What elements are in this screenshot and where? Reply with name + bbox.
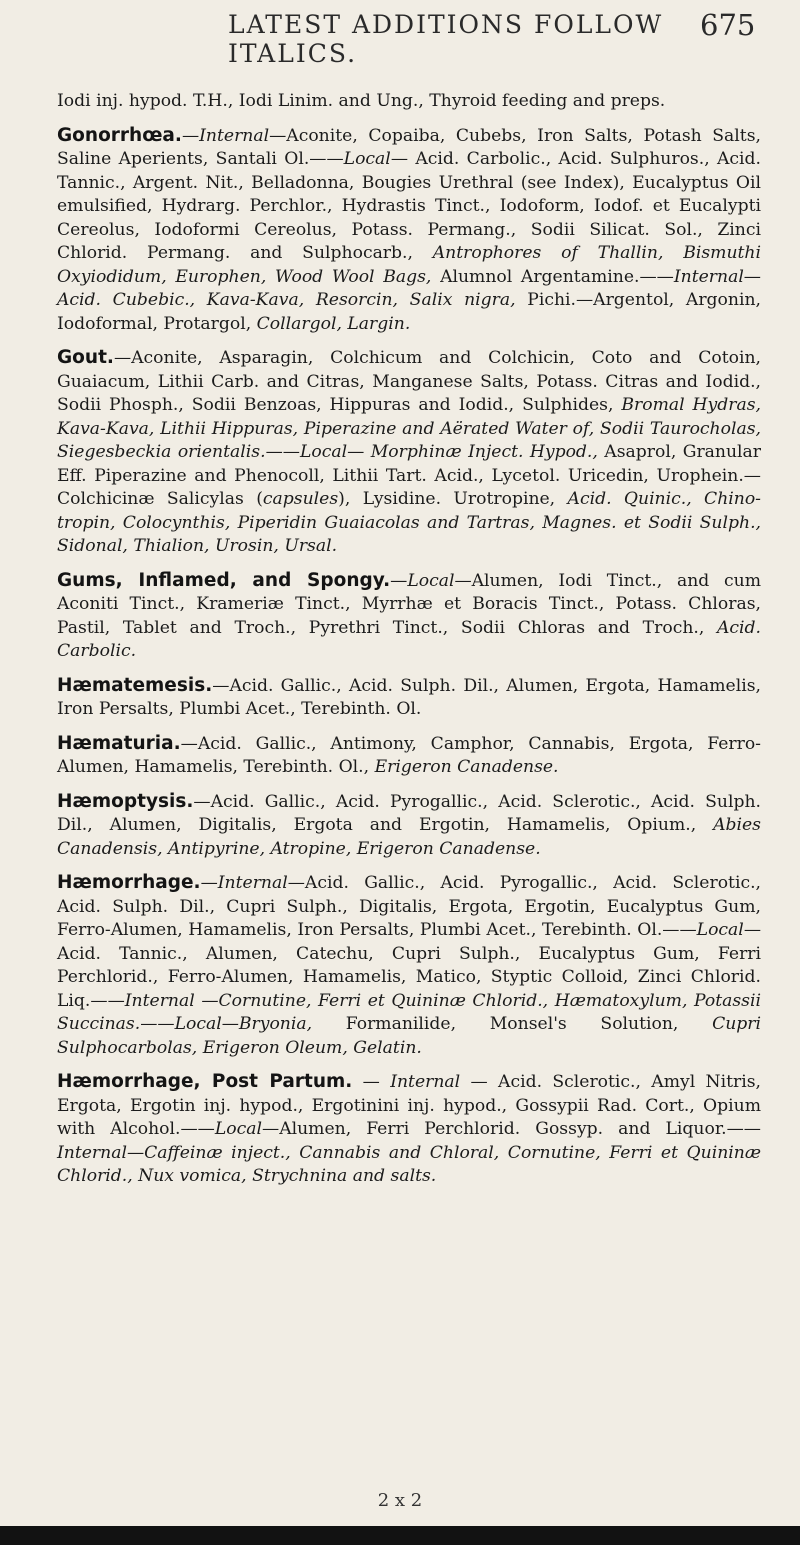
entry-text: —Alumen, Iodi Tinct., and cum Aconiti Tinct., Krameriæ Tinct., Myrrhæ et Boracis Tinct., Potass. Chloras, Pastil, Tablet and Troch., Pyrethri Tinct., Sodii Chloras and Troch., xyxy=(57,570,761,638)
entry-text: —Aconite, Asparagin, Colchicum and Colchicin, Coto and Cotoin, Guaiacum, Lithii Carb. and Citras, Manganese Salts, Potass. Citras and Iodid., Sodii Phosph., Sodii Benzoas, Hippuras and Iodid., Sulphides, xyxy=(57,348,761,415)
entry-heading: Hæmatemesis. xyxy=(57,674,213,696)
entry-gums xyxy=(57,569,761,664)
entry-italic: Local xyxy=(214,1119,262,1139)
entry-italic: Collargol, Largin. xyxy=(256,313,411,334)
entry-text: Formanilide, Monsel's Solution, xyxy=(312,1014,713,1034)
entry-italic: Local—Bryonia, xyxy=(174,1014,313,1034)
entry-haemorrhage xyxy=(57,871,761,1060)
entry-text: —Acid. Tannic., Alumen, Catechu, Cupri Sulph., Eucalyptus Gum, Ferri Perchlorid., Ferro-Alumen, Hamamelis, Matico, Styptic Colloid, Zinci Chlorid. Liq.—— xyxy=(57,920,761,1011)
page-body xyxy=(57,90,761,1199)
signature-mark: 2 x 2 xyxy=(377,1490,423,1511)
entry-haematemesis xyxy=(57,674,761,722)
entry-haemoptysis xyxy=(57,790,761,862)
entry-italic: Internal xyxy=(390,1072,461,1092)
entry-text: —Acid. Gallic., Acid. Sulph. Dil., Alumen, Ergota, Hamamelis, Iron Persalts, Plumbi Acet., Terebinth. Ol. xyxy=(57,675,761,719)
entry-text: Pichi.—Argentol, Argonin, Iodoformal, Protargol, xyxy=(57,290,762,334)
entry-italic: Abies Canadensis, Antipyrine, Atropine, Erigeron Canadense. xyxy=(57,815,761,859)
entry-text: —Acid. Gallic., Antimony, Camphor, Cannabis, Ergota, Ferro-Alumen, Hamamelis, Terebinth. Ol., xyxy=(57,733,761,777)
entry-heading: Hæmoptysis. xyxy=(57,790,194,812)
page-header xyxy=(0,8,800,68)
entry-haemorrhage-post-partum xyxy=(57,1070,761,1189)
entry-italic: Acid. Carbolic. xyxy=(57,617,761,661)
entry-text: —Acid. Gallic., Acid. Pyrogallic., Acid. Sclerotic., Acid. Sulph. Dil., Cupri Sulph., Digitalis, Ergota, Ergotin, Eucalyptus Gum, Ferro-Alumen, Hamamelis, Iron Persalts, Plumbi Acet., Terebinth. Ol.—— xyxy=(57,873,761,940)
entry-heading: Hæmorrhage. xyxy=(57,872,201,893)
entry-italic: Cupri Sulphocarbolas, Erigeron Oleum, Gelatin. xyxy=(57,1014,761,1058)
bottom-border-rule xyxy=(0,1526,800,1545)
entry-text: — xyxy=(181,125,200,146)
entry-text: Alumnol Argentamine.—— xyxy=(431,266,674,287)
entry-italic: Local xyxy=(407,570,455,591)
entry-italic: Bromal Hydras, Kava-Kava, Lithii Hippuras, Piperazine and Aërated Water of, Sodii Taurocholas, Siegesbeckia orientalis. xyxy=(57,395,761,462)
entry-italic: Local xyxy=(696,920,744,940)
entry-text: — Acid. Carbolic., Acid. Sulphuros., Acid. Tannic., Argent. Nit., Belladonna, Bougies Urethral (see Index), Eucalyptus Oil emulsified, Hydrarg. Perchlor., Hydrastis Tinct., Iodoform, Iodof. et Eucalypti Cereolus, Iodoformi Cereolus, Potass. Permang., Sodii Silicat. Sol., Zinci Chlorid. Permang. and Sulphocarb., xyxy=(57,149,761,263)
entry-text: —Aconite, Copaiba, Cubebs, Iron Salts, Potash Salts, Saline Aperients, Santali Ol.—— xyxy=(57,125,761,169)
entry-text: ), Lysidine. Urotropine, xyxy=(338,489,568,509)
entry-italic: Internal—Acid. Cubebic., Kava-Kava, Resorcin, Salix nigra, xyxy=(57,266,761,310)
entry-heading: Gums, Inflamed, and Spongy. xyxy=(57,569,391,591)
entry-text: —Alumen, Ferri Perchlorid. Gossyp. and Liquor.—— xyxy=(262,1119,761,1139)
entry-gout xyxy=(57,346,761,559)
entry-text: — xyxy=(352,1072,391,1092)
entry-text: Iodi inj. hypod. T.H., Iodi Linim. and Ung., Thyroid feeding and preps. xyxy=(57,91,666,111)
entry-heading: Hæmaturia. xyxy=(57,732,181,754)
entry-text: —— xyxy=(140,1014,175,1034)
entry-gonorrhoea xyxy=(57,124,761,337)
entry-italic: Erigeron Canadense. xyxy=(374,757,559,777)
entry-italic: Internal xyxy=(217,873,288,893)
entry-italic: Internal—Caffeinæ inject., Cannabis and Chloral, Cornutine, Ferri et Quininæ Chlorid., Nux vomica, Strychnina and salts. xyxy=(57,1142,761,1186)
entry-italic: Local xyxy=(343,149,391,169)
entry-text: Asaprol, Granular Eff. Piperazine and Phenocoll, Lithii Tart. Acid., Lycetol. Uricedin, Urophein.—Colchicinæ Salicylas ( xyxy=(57,442,762,509)
entry-iodi-continuation xyxy=(57,90,761,114)
entry-text: — xyxy=(200,873,218,893)
entry-text: — Acid. Sclerotic., Amyl Nitris, Ergota, Ergotin inj. hypod., Ergotinini inj. hypod., Gossypii Rad. Cort., Opium with Alcohol.—— xyxy=(57,1072,761,1139)
entry-text: — xyxy=(390,570,408,591)
entry-text: —— xyxy=(265,442,300,462)
entry-heading: Gout. xyxy=(57,347,114,368)
running-title: LATEST ADDITIONS FOLLOW ITALICS. xyxy=(228,10,664,68)
entry-heading: Hæmorrhage, Post Partum. xyxy=(57,1071,353,1092)
entry-text: —Acid. Gallic., Acid. Pyrogallic., Acid. Sclerotic., Acid. Sulph. Dil., Alumen, Digitalis, Ergota and Ergotin, Hamamelis, Opium., xyxy=(57,791,761,835)
entry-italic: Acid. Quinic., Chino-tropin, Colocynthis, Piperidin Guaiacolas and Tartras, Magnes. et Sodii Sulph., Sidonal, Thialion, Urosin, Ursal. xyxy=(57,489,761,556)
entry-italic: capsules xyxy=(262,489,339,509)
entry-italic: Local xyxy=(299,442,348,462)
page-number: 675 xyxy=(700,8,756,42)
entry-italic: Morphinæ Inject. Hypod., xyxy=(370,442,598,462)
entry-heading: Gonorrhœa. xyxy=(57,124,182,146)
entry-haematuria xyxy=(57,732,761,780)
entry-italic: Internal —Cornutine, Ferri et Quininæ Chlorid., Hæmatoxylum, Potassii Succinas. xyxy=(57,990,761,1034)
entry-italic: Antrophores of Thallin, Bismuthi Oxyiodidum, Europhen, Wood Wool Bags, xyxy=(57,243,761,287)
entry-text: — xyxy=(347,442,371,462)
entry-italic: Internal xyxy=(199,125,270,146)
